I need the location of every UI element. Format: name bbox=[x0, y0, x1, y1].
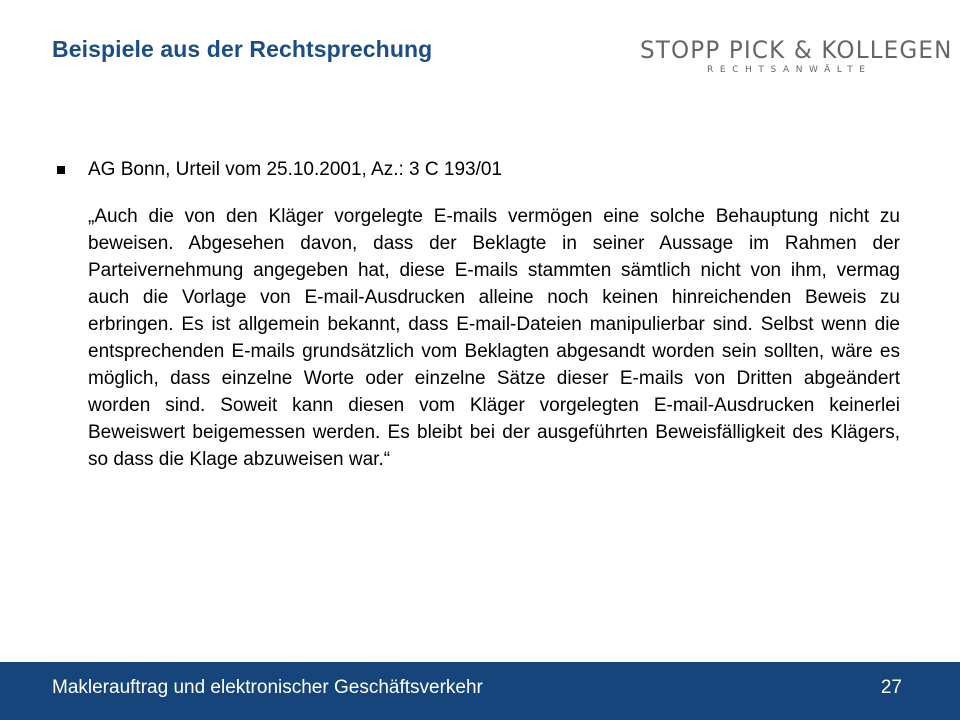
firm-logo bbox=[640, 36, 953, 75]
slide-content bbox=[57, 157, 907, 473]
page-number: 27 bbox=[880, 677, 902, 698]
case-reference: AG Bonn, Urteil vom 25.10.2001, Az.: 3 C 193/01 bbox=[88, 159, 503, 180]
logo-firm-name: STOPP PICK & KOLLEGEN bbox=[640, 36, 953, 64]
court-quote: „Auch die von den Kläger vorgelegte E-mails vermögen eine solche Behauptung nicht zu beweisen. Abgesehen davon, dass der Beklagte in seiner Aussage im Rahmen der Parteivernehmung angegeben hat, diese E-mails stammten sämtlich nicht von ihm, vermag auch die Vorlage von E-mail-Ausdrucken alleine noch keinen hinreichenden Beweis zu erbringen. Es ist allgemein bekannt, dass E-mail-Dateien manipulierbar sind. Selbst wenn die entsprechenden E-mails grundsätzlich vom Beklagten abgesandt worden sein sollten, wäre es möglich, dass einzelne Worte oder einzelne Sätze dieser E-mails von Dritten abgeändert worden sind. Soweit kann diesen vom Kläger vorgelegten E-mail-Ausdrucken keinerlei Beweiswert beigemessen werden. Es bleibt bei der ausgeführten Beweisfälligkeit des Klägers, so dass die Klage abzuweisen war.“ bbox=[88, 206, 900, 470]
bullet-item bbox=[57, 157, 907, 473]
bullet-body bbox=[88, 157, 907, 473]
footer-title: Maklerauftrag und elektronischer Geschäftsverkehr bbox=[52, 677, 483, 698]
logo-firm-subtitle: RECHTSANWÄLTE bbox=[707, 65, 872, 75]
slide-title: Beispiele aus der Rechtsprechung bbox=[52, 36, 433, 62]
square-bullet-icon bbox=[57, 166, 65, 174]
